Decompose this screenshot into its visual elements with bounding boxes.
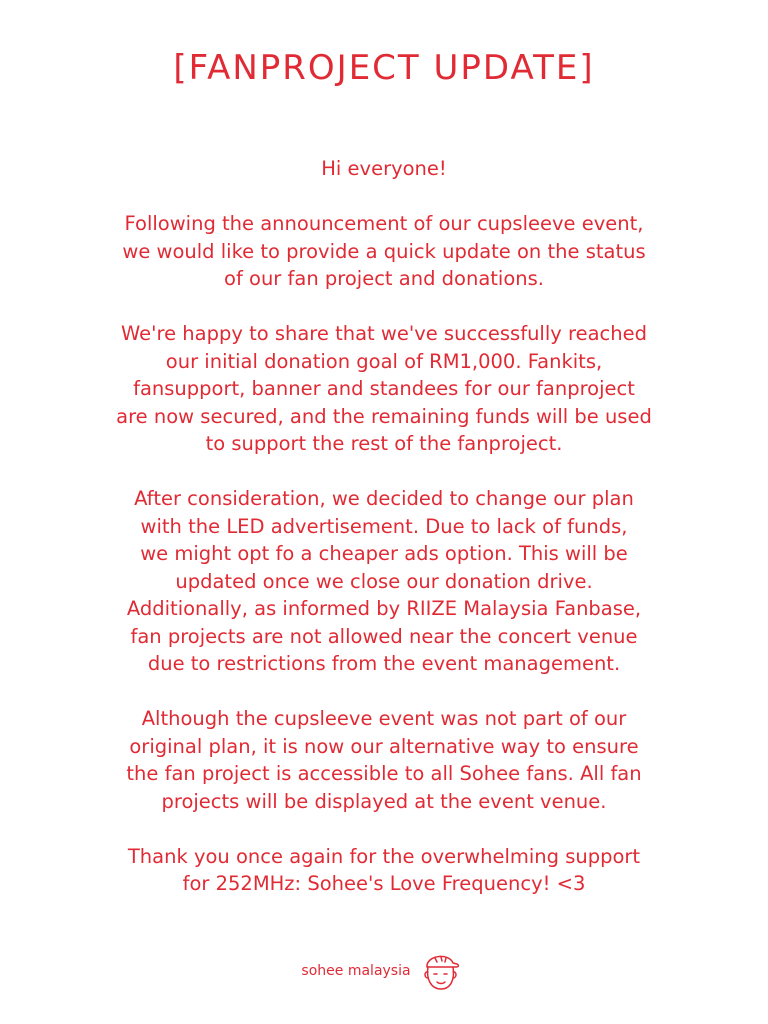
paragraph-cupsleeve-update: Following the announcement of our cupsleeve event, we would like to provide a quick update on the status of our fan project and donations. xyxy=(122,212,646,290)
paragraph-led-advertisement: After consideration, we decided to change our plan with the LED advertisement. Due to lack of funds, we might opt fo a cheaper ads option. This will be updated once we close our donation drive. Additionally, as informed by RIIZE Malaysia Fanbase, fan projects are not allowed near the concert venue due to restrictions from the event management. xyxy=(126,487,642,675)
paragraph-donation-goal: We're happy to share that we've successfully reached our initial donation goal of RM1,000. Fankits, fansupport, banner and standees for our fanproject are now secured, and the remaining funds will be used to support the rest of the fanproject. xyxy=(116,322,652,455)
greeting: Hi everyone! xyxy=(321,157,447,180)
brand-name: sohee malaysia xyxy=(301,963,411,979)
cartoon-face-with-cap-icon xyxy=(415,949,467,993)
page-title: [FANPROJECT UPDATE] xyxy=(173,48,595,88)
paragraph-cupsleeve-event: Although the cupsleeve event was not part of our original plan, it is now our alternative way to ensure the fan project is accessible to all Sohee fans. All fan projects will be displayed at the event venue. xyxy=(126,707,642,813)
announcement-body xyxy=(64,155,704,925)
paragraph-thank-you: Thank you once again for the overwhelming support for 252MHz: Sohee's Love Frequency! <3 xyxy=(127,844,641,895)
footer xyxy=(0,946,768,996)
